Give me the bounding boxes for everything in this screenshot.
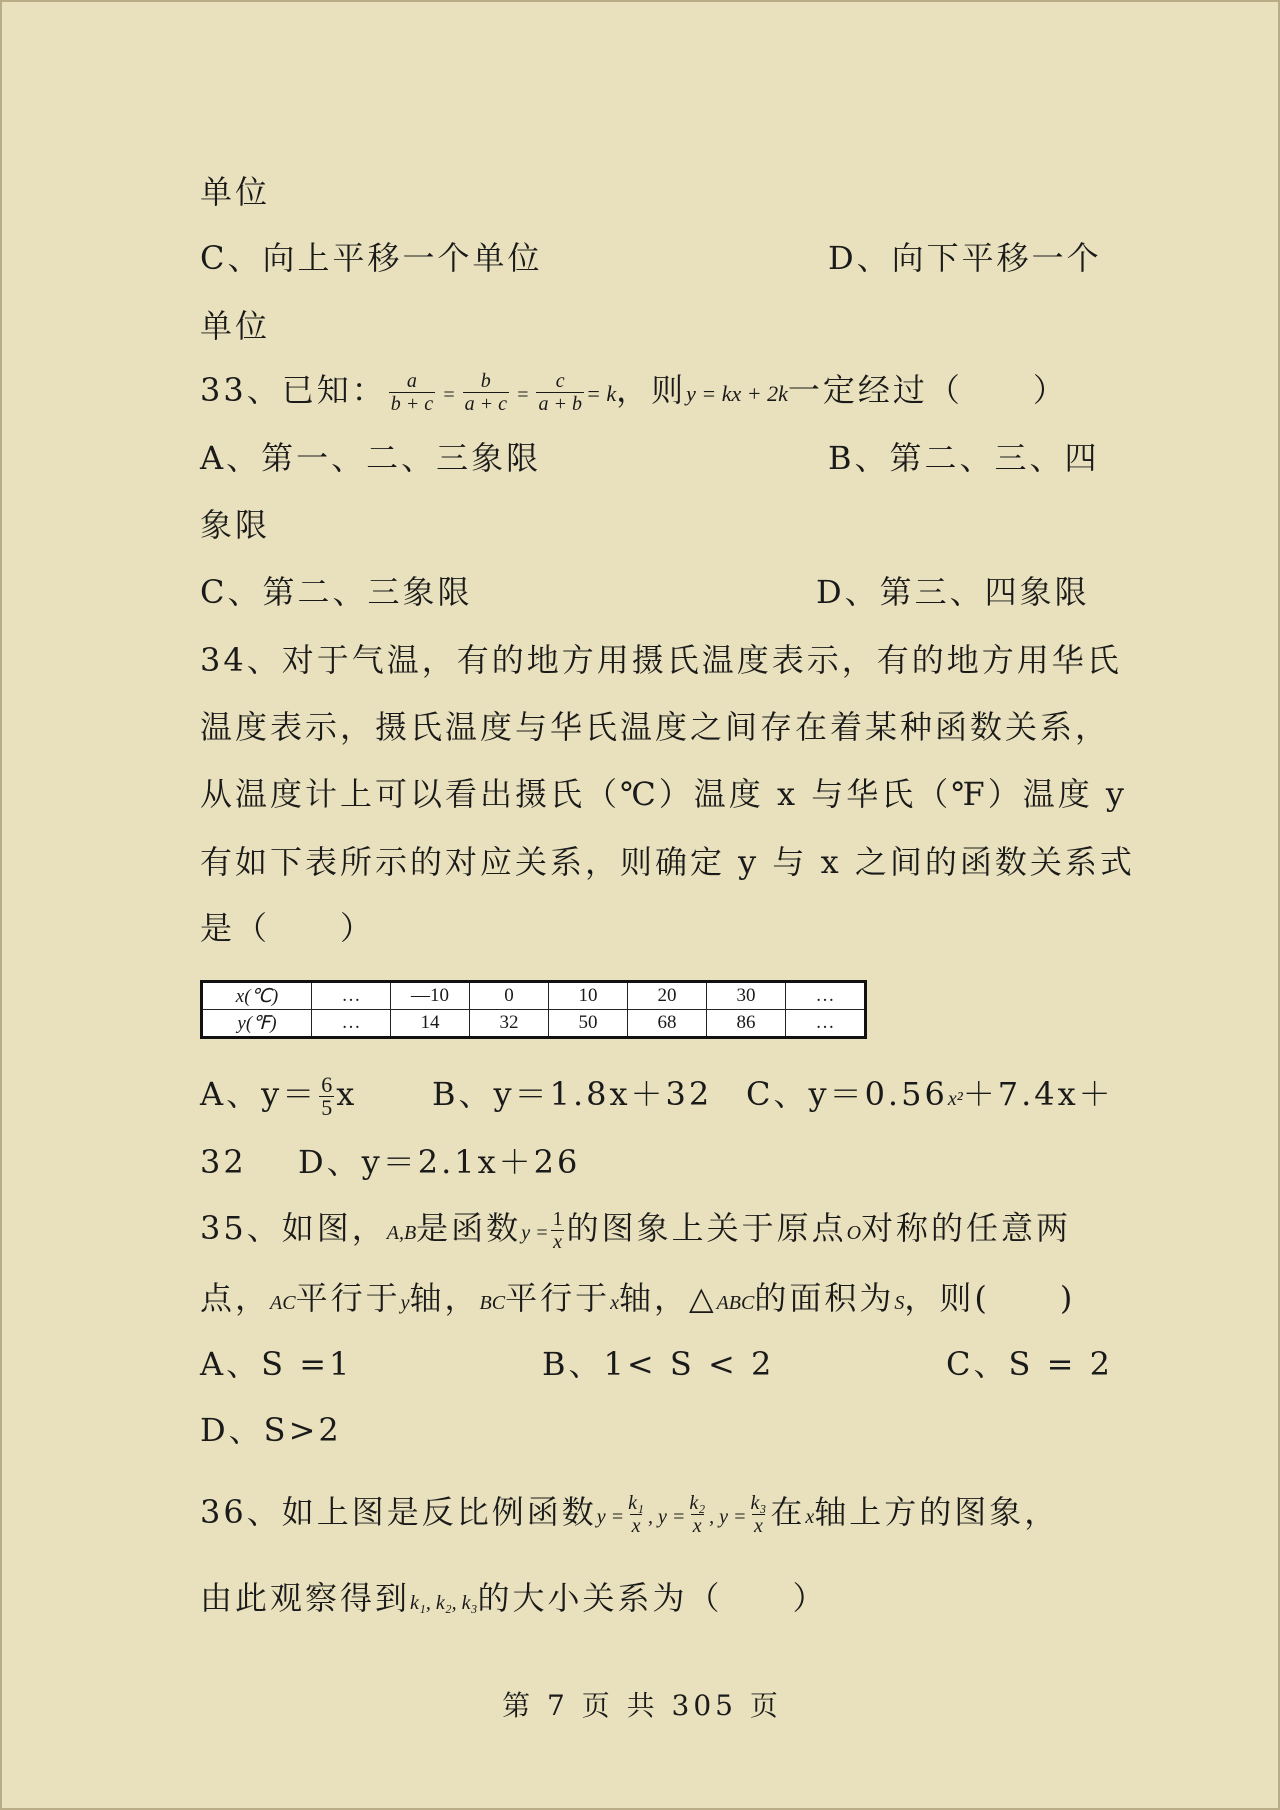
q35-text: 平行于 bbox=[505, 1279, 611, 1317]
x-squared: x² bbox=[947, 1088, 963, 1110]
option-c-prefix: C、y＝0.56 bbox=[746, 1075, 948, 1113]
table-cell: 14 bbox=[391, 1010, 470, 1038]
option-d: D、第三、四象限 bbox=[816, 573, 1090, 611]
x-var: x bbox=[610, 1292, 619, 1314]
text-line: 单位 bbox=[200, 173, 271, 211]
option-c: C、第二、三象限 bbox=[200, 573, 473, 611]
area-s: S bbox=[894, 1292, 905, 1314]
points-ab: A,B bbox=[386, 1222, 417, 1244]
table-cell: 10 bbox=[549, 982, 628, 1010]
function-y2: , y = bbox=[647, 1506, 686, 1528]
question-34-line4: 有如下表所示的对应关系，则确定 y 与 x 之间的函数关系式 bbox=[200, 843, 1135, 881]
q36-prefix: 36、如上图是反比例函数 bbox=[200, 1493, 597, 1531]
q35-text: 轴，△ bbox=[618, 1279, 717, 1317]
function-y1: y = bbox=[596, 1506, 625, 1528]
question-36-line1 bbox=[200, 1492, 1059, 1537]
table-cell: 0 bbox=[470, 982, 549, 1010]
text-line: 单位 bbox=[200, 307, 271, 345]
q35-text: 是函数 bbox=[416, 1209, 522, 1247]
question-34-line1: 34、对于气温，有的地方用摄氏温度表示，有的地方用华氏 bbox=[200, 641, 1122, 679]
question-33: 33、已知： $\frac{a}{b + c}$ = $\frac{b}{a + c}$ = $\frac{c}{a + b}$ = k，则y = kx + 2k一定经过（ ） bbox=[200, 370, 1068, 415]
table-row bbox=[202, 982, 866, 1010]
question-35-line2 bbox=[200, 1278, 1075, 1323]
option-d: D、y＝2.1x＋26 bbox=[298, 1143, 581, 1181]
q35-prefix: 35、如图， bbox=[200, 1209, 387, 1247]
option-c-cont: 32 bbox=[200, 1143, 247, 1181]
triangle-abc: ABC bbox=[716, 1292, 755, 1314]
option-b-cont: 象限 bbox=[200, 506, 271, 544]
table-cell: 20 bbox=[628, 982, 707, 1010]
table-cell: 86 bbox=[707, 1010, 786, 1038]
question-34-line2: 温度表示，摄氏温度与华氏温度之间存在着某种函数关系， bbox=[200, 708, 1111, 746]
table-cell: … bbox=[786, 1010, 866, 1038]
table-cell: y(℉) bbox=[202, 1010, 312, 1038]
q35-text: 的图象上关于原点 bbox=[566, 1209, 847, 1247]
q33-prefix: 33、已知： bbox=[200, 371, 387, 409]
fraction-a: $\frac{a}{b + c}$ bbox=[390, 370, 434, 415]
function-y3: , y = bbox=[709, 1506, 747, 1528]
fraction-b: $\frac{b}{a + c}$ bbox=[464, 370, 507, 415]
q35-text: ，则( ) bbox=[904, 1279, 1076, 1317]
q33-mid: ，则 bbox=[616, 371, 687, 409]
k-values: k₁, k₂, k₃ bbox=[410, 1592, 478, 1614]
fraction-k3-x: $\frac{\text{k₃}}{x}$ bbox=[750, 1492, 767, 1537]
q33-suffix: 一定经过（ ） bbox=[787, 371, 1068, 409]
option-d: D、S>2 bbox=[200, 1411, 342, 1449]
option-b: B、第二、三、四 bbox=[828, 439, 1100, 477]
fraction-k2-x: $\frac{\text{k₂}}{x}$ bbox=[689, 1492, 706, 1537]
q35-text: 平行于 bbox=[295, 1279, 401, 1317]
option-c: C、向上平移一个单位 bbox=[200, 239, 543, 277]
table-cell: … bbox=[786, 982, 866, 1010]
q35-text: 对称的任意两 bbox=[861, 1209, 1072, 1247]
option-c-suffix: ＋7.4x＋ bbox=[962, 1075, 1114, 1113]
option-d: D、向下平移一个 bbox=[828, 239, 1102, 277]
option-c bbox=[746, 1074, 1114, 1119]
table-row bbox=[202, 1010, 866, 1038]
q35-text: 轴， bbox=[409, 1279, 480, 1317]
option-c: C、S = 2 bbox=[946, 1345, 1113, 1383]
segment-bc: BC bbox=[479, 1292, 506, 1314]
equals-k: = k bbox=[585, 381, 617, 406]
q36-text: 由此观察得到 bbox=[200, 1579, 411, 1617]
option-a-suffix: x bbox=[336, 1075, 358, 1113]
q36-text: 的大小关系为（ ） bbox=[477, 1579, 828, 1617]
option-a: A、S =1 bbox=[200, 1345, 353, 1383]
q36-text: 轴上方的图象， bbox=[814, 1493, 1060, 1531]
page-footer: 第 7 页 共 305 页 bbox=[502, 1689, 782, 1722]
question-34-line5: 是（ ） bbox=[200, 909, 376, 947]
q35-text: 的面积为 bbox=[754, 1279, 895, 1317]
table-cell: —10 bbox=[391, 982, 470, 1010]
question-36-line2 bbox=[200, 1578, 828, 1623]
table-cell: 68 bbox=[628, 1010, 707, 1038]
linear-function: y = kx + 2k bbox=[686, 381, 788, 406]
question-34-line3: 从温度计上可以看出摄氏（℃）温度 x 与华氏（℉）温度 y bbox=[200, 775, 1127, 813]
origin-o: O bbox=[846, 1222, 862, 1244]
option-b: B、1< S < 2 bbox=[542, 1345, 775, 1383]
option-a: A、第一、二、三象限 bbox=[200, 439, 542, 477]
segment-ac: AC bbox=[270, 1292, 296, 1314]
fraction-6-5: $\frac{6}{5}$ bbox=[321, 1072, 333, 1120]
fraction-c: $\frac{c}{a + b}$ bbox=[538, 370, 582, 415]
table-cell: 32 bbox=[470, 1010, 549, 1038]
q35-text: 点， bbox=[200, 1279, 271, 1317]
function-y: y = bbox=[521, 1222, 549, 1244]
temperature-table bbox=[200, 980, 867, 1039]
fraction-k1-x: $\frac{\text{k₁}}{x}$ bbox=[628, 1492, 644, 1537]
q36-text: 在 bbox=[770, 1493, 806, 1531]
table-cell: 30 bbox=[707, 982, 786, 1010]
option-b: B、y＝1.8x＋32 bbox=[432, 1075, 713, 1113]
fraction-1-x: $\frac{1}{x}$ bbox=[552, 1208, 563, 1253]
table-cell: … bbox=[312, 1010, 391, 1038]
option-a-prefix: A、y＝ bbox=[200, 1075, 318, 1113]
y-var: y bbox=[400, 1292, 410, 1314]
table-cell: 50 bbox=[549, 1010, 628, 1038]
question-35-line1 bbox=[200, 1208, 1071, 1253]
table-cell: x(℃) bbox=[202, 982, 312, 1010]
table-cell: … bbox=[312, 982, 391, 1010]
x-var: x bbox=[805, 1506, 815, 1528]
option-a bbox=[200, 1074, 357, 1119]
